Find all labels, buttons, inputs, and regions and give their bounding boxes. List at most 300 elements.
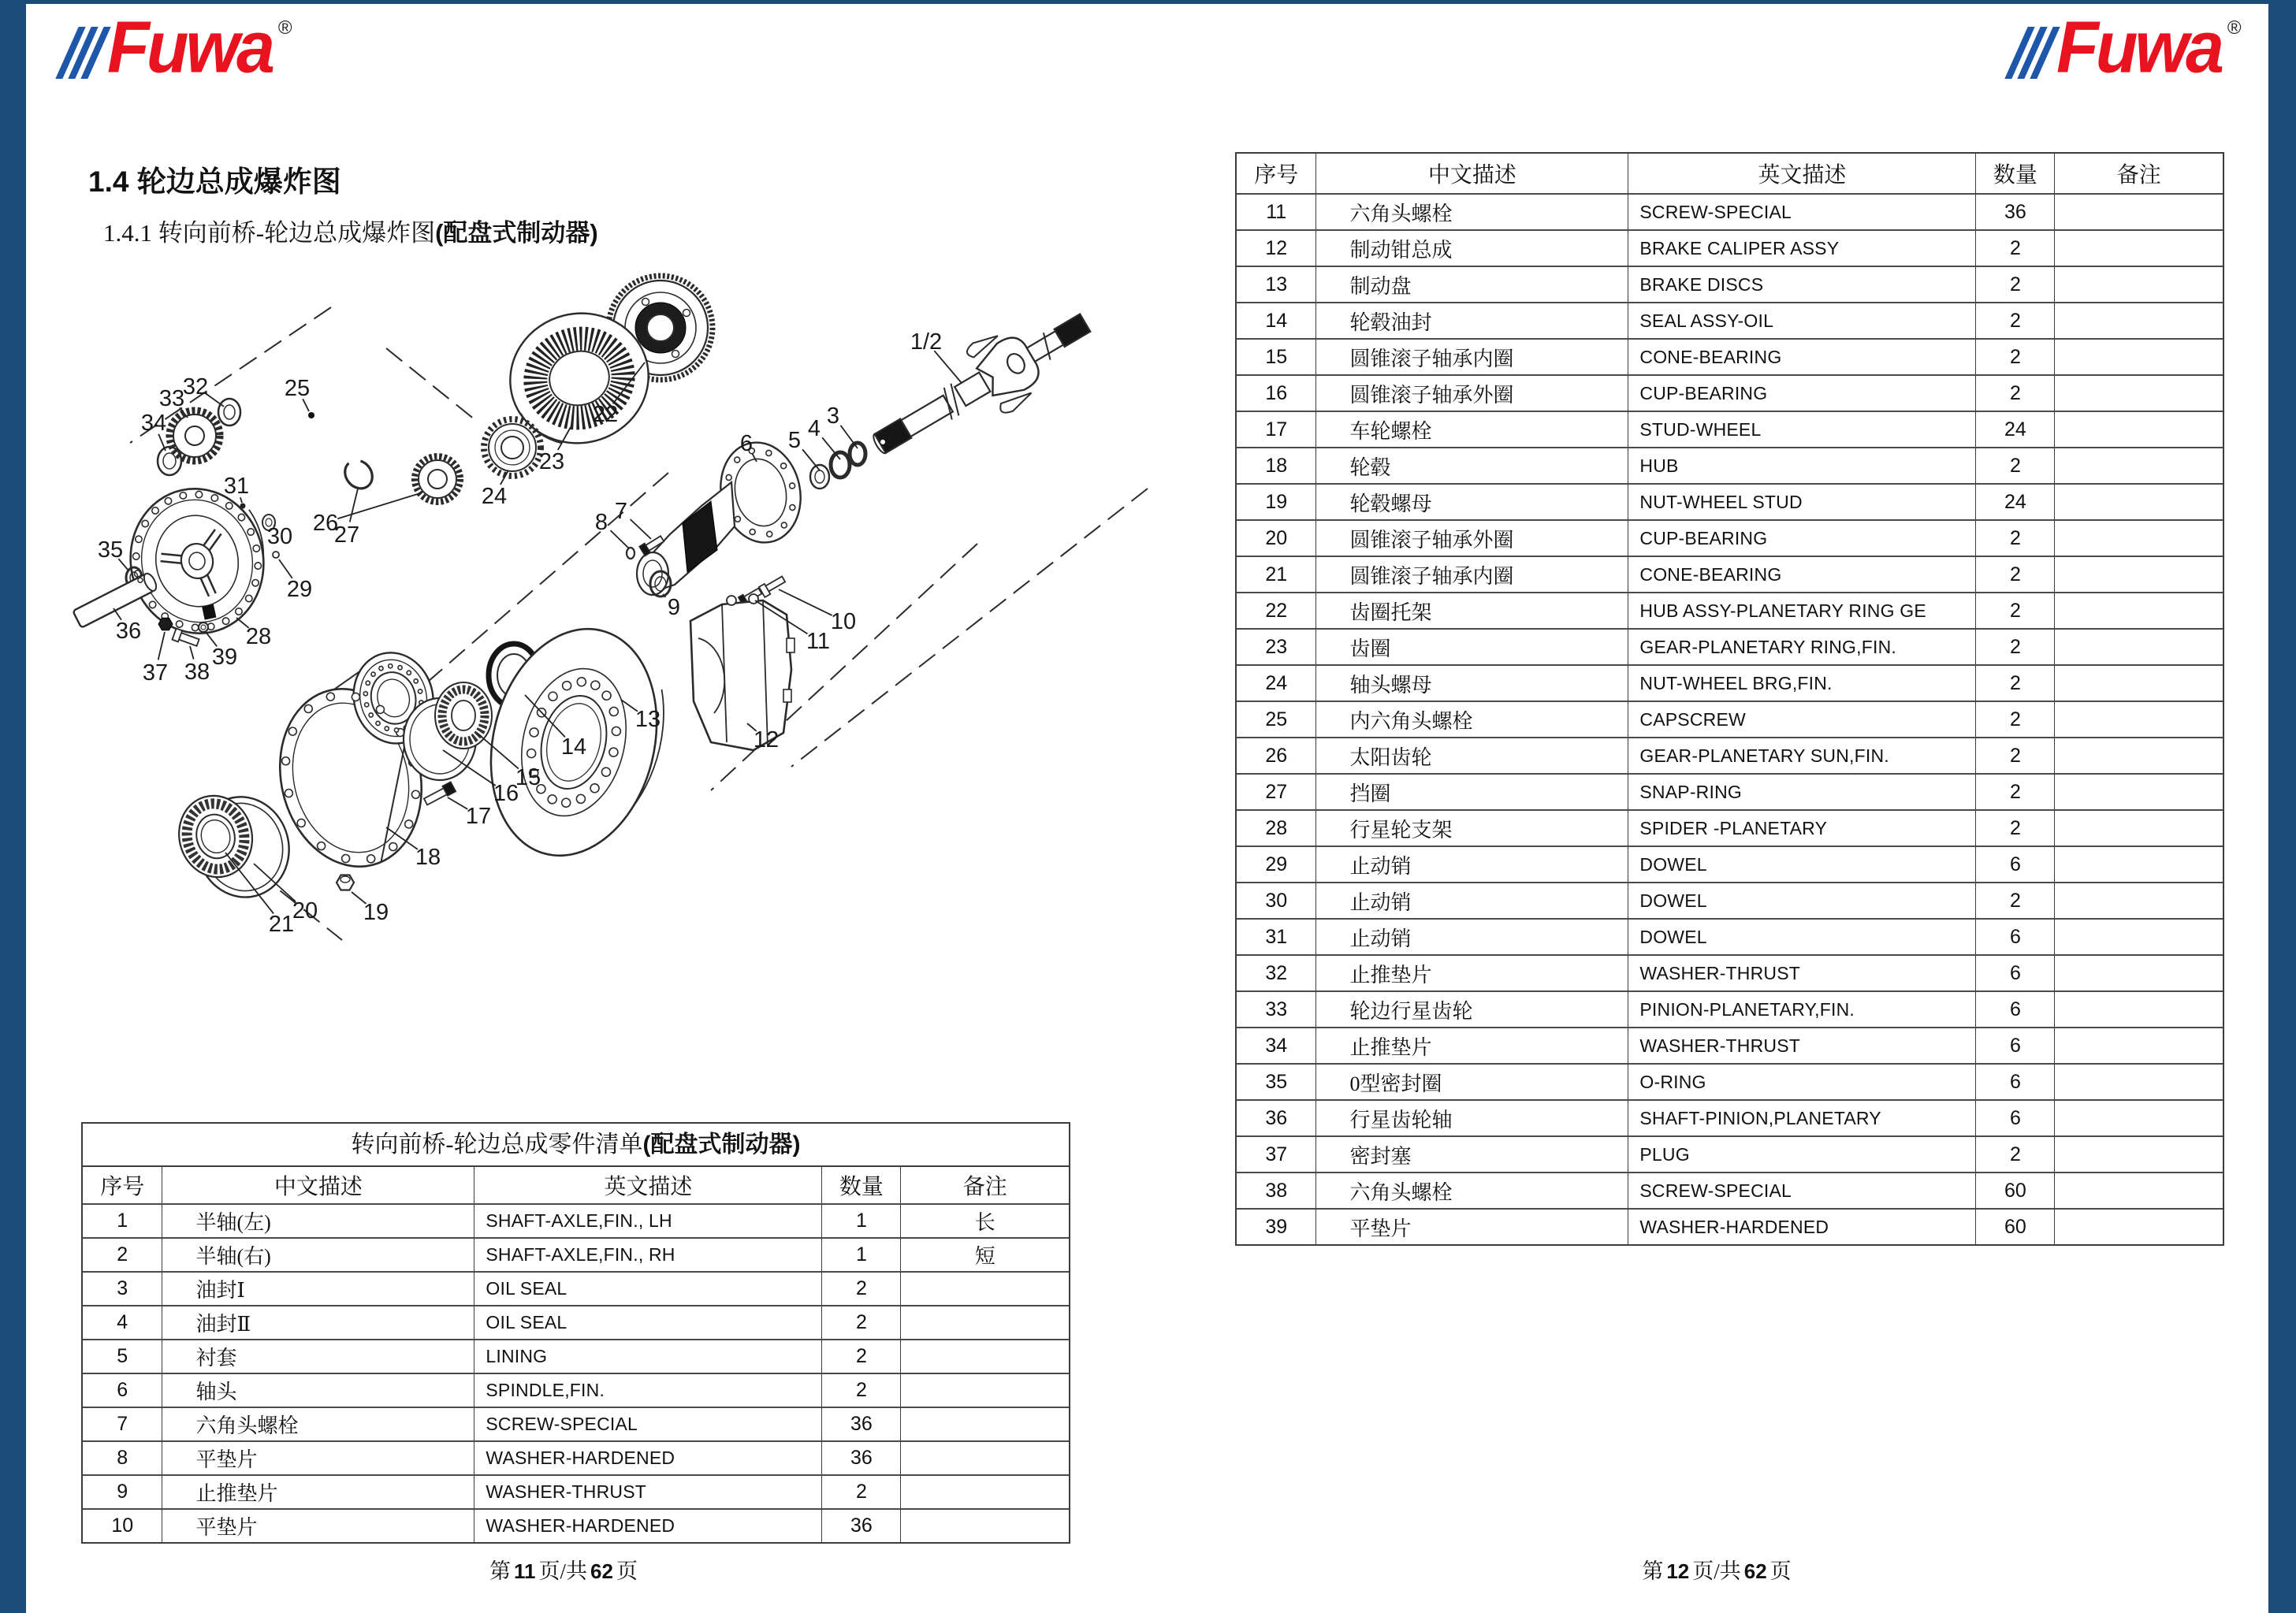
- cell-note: [2055, 448, 2223, 484]
- cell-note: [901, 1441, 1069, 1475]
- part-number-label: 10: [830, 609, 857, 634]
- cell-qty: 6: [1976, 955, 2055, 991]
- cell-note: [2055, 665, 2223, 701]
- cell-en-desc: OIL SEAL: [474, 1272, 822, 1306]
- cell-cn-desc: 行星轮支架: [1316, 810, 1628, 846]
- cell-seq: 25: [1237, 701, 1316, 738]
- cell-seq: 11: [1237, 194, 1316, 230]
- logo-wordmark: Fuwa: [107, 6, 272, 88]
- bolt-hole: [247, 528, 255, 536]
- cell-seq: 1: [83, 1204, 162, 1238]
- part-number-label: 21: [268, 912, 295, 937]
- bolt-hole: [418, 689, 422, 693]
- cell-en-desc: WASHER-HARDENED: [1628, 1209, 1976, 1244]
- part-number-label: 24: [481, 484, 508, 509]
- part-number-label: 35: [97, 537, 124, 563]
- cell-seq: 23: [1237, 629, 1316, 665]
- table-row: [1237, 846, 2223, 883]
- cell-cn-desc: 止推垫片: [162, 1475, 474, 1509]
- cell-cn-desc: 行星齿轮轴: [1316, 1100, 1628, 1136]
- cell-qty: 2: [822, 1373, 901, 1407]
- cell-note: [2055, 230, 2223, 266]
- table-row: [1237, 1028, 2223, 1064]
- table-row: [1237, 1064, 2223, 1100]
- part-number-label: 16: [493, 781, 519, 806]
- part-number-label: 34: [140, 411, 167, 436]
- cell-note: [2055, 701, 2223, 738]
- part-number-label: 32: [182, 374, 209, 400]
- cell-qty: 2: [1976, 230, 2055, 266]
- cell-note: [901, 1373, 1069, 1407]
- table-row: [1237, 194, 2223, 230]
- cell-qty: 2: [1976, 520, 2055, 556]
- bolt-hole: [726, 474, 732, 481]
- cell-note: [2055, 738, 2223, 774]
- sun-gear-group: [340, 419, 541, 502]
- right-border-bar: [2268, 0, 2296, 1613]
- cell-qty: 24: [1976, 411, 2055, 448]
- table-row: [1237, 230, 2223, 266]
- bolt-hole: [254, 562, 262, 570]
- cell-note: [2055, 774, 2223, 810]
- cell-cn-desc: 半轴(左): [162, 1204, 474, 1238]
- part-number-label: 7: [614, 499, 628, 524]
- cell-qty: 2: [1976, 629, 2055, 665]
- cell-seq: 16: [1237, 375, 1316, 411]
- cell-note: 短: [901, 1238, 1069, 1272]
- cell-note: [2055, 883, 2223, 919]
- cell-qty: 2: [822, 1475, 901, 1509]
- exploded-view-diagram: [47, 229, 1151, 1009]
- footer-text: 第: [1642, 1559, 1664, 1583]
- cell-seq: 39: [1237, 1209, 1316, 1244]
- cell-qty: 2: [1976, 266, 2055, 303]
- cell-cn-desc: 齿圈: [1316, 629, 1628, 665]
- parts-table-title-text: 转向前桥-轮边总成零件清单: [351, 1132, 643, 1158]
- bolt-hole: [407, 671, 411, 675]
- part-number-label: 23: [538, 449, 565, 474]
- bolt-hole: [132, 552, 140, 560]
- cell-cn-desc: 0型密封圈: [1316, 1064, 1628, 1100]
- part-number-label: 39: [211, 645, 238, 670]
- cell-note: [2055, 303, 2223, 339]
- table-row: [1237, 701, 2223, 738]
- cell-cn-desc: 止推垫片: [1316, 955, 1628, 991]
- cell-cn-desc: 轴头: [162, 1373, 474, 1407]
- cell-qty: 2: [822, 1306, 901, 1340]
- cell-qty: 6: [1976, 1100, 2055, 1136]
- column-header: 数量: [822, 1167, 901, 1204]
- part-number-label: 5: [787, 428, 802, 453]
- top-border-strip: [0, 0, 2296, 4]
- cell-seq: 24: [1237, 665, 1316, 701]
- table-row: [1237, 484, 2223, 520]
- bolt-hole: [366, 681, 370, 686]
- registered-mark-icon: ®: [277, 17, 292, 39]
- cell-note: [2055, 194, 2223, 230]
- cell-en-desc: OIL SEAL: [474, 1306, 822, 1340]
- bolt-hole: [370, 672, 375, 677]
- cell-seq: 14: [1237, 303, 1316, 339]
- bolt-hole: [388, 663, 393, 668]
- cell-seq: 31: [1237, 919, 1316, 955]
- cell-cn-desc: 六角头螺栓: [1316, 194, 1628, 230]
- part-number-label: 33: [158, 386, 185, 411]
- cell-en-desc: GEAR-PLANETARY RING,FIN.: [1628, 629, 1976, 665]
- part-number-label: 1/2: [910, 329, 943, 355]
- cell-cn-desc: 轮毂油封: [1316, 303, 1628, 339]
- cell-cn-desc: 止动销: [1316, 919, 1628, 955]
- bolt-hole: [414, 678, 419, 683]
- cell-seq: 22: [1237, 593, 1316, 629]
- column-header: 中文描述: [1316, 154, 1628, 194]
- cell-qty: 24: [1976, 484, 2055, 520]
- cell-note: [901, 1407, 1069, 1441]
- cell-qty: 2: [1976, 738, 2055, 774]
- cell-qty: 2: [1976, 883, 2055, 919]
- cell-qty: 2: [1976, 593, 2055, 629]
- section-title: 1.4 轮边总成爆炸图: [88, 165, 341, 198]
- table-row: [1237, 919, 2223, 955]
- cell-note: [901, 1272, 1069, 1306]
- part-number-label: 11: [806, 629, 831, 654]
- table-row: [1237, 991, 2223, 1028]
- bolt-hole: [735, 516, 741, 522]
- bolt-hole: [765, 450, 772, 456]
- cell-qty: 36: [822, 1509, 901, 1542]
- table-row: [1237, 448, 2223, 484]
- cell-cn-desc: 止动销: [1316, 883, 1628, 919]
- cell-qty: 1: [822, 1238, 901, 1272]
- leader-line: [158, 434, 166, 451]
- cell-en-desc: WASHER-THRUST: [1628, 955, 1976, 991]
- cell-seq: 26: [1237, 738, 1316, 774]
- cell-qty: 1: [822, 1204, 901, 1238]
- table-row: [83, 1441, 1069, 1475]
- part-number-label: 25: [284, 376, 311, 401]
- cell-seq: 28: [1237, 810, 1316, 846]
- bolt-hole: [789, 482, 795, 489]
- table-row: [1237, 1209, 2223, 1244]
- cell-en-desc: SCREW-SPECIAL: [1628, 1173, 1976, 1209]
- bolt-hole: [789, 504, 795, 511]
- cell-note: [2055, 593, 2223, 629]
- part-number-label: 28: [245, 624, 272, 649]
- cell-cn-desc: 制动钳总成: [1316, 230, 1628, 266]
- column-header: 数量: [1976, 154, 2055, 194]
- parts-table-left: [81, 1122, 1070, 1544]
- cell-note: [2055, 266, 2223, 303]
- cell-cn-desc: 六角头螺栓: [1316, 1173, 1628, 1209]
- cell-en-desc: GEAR-PLANETARY SUN,FIN.: [1628, 738, 1976, 774]
- cell-cn-desc: 平垫片: [162, 1509, 474, 1542]
- cell-seq: 3: [83, 1272, 162, 1306]
- cell-en-desc: NUT-WHEEL STUD: [1628, 484, 1976, 520]
- cell-cn-desc: 密封塞: [1316, 1136, 1628, 1173]
- parts-table-title: [83, 1124, 1069, 1167]
- part-number-label: 22: [592, 402, 619, 427]
- part-number-label: 17: [465, 804, 492, 829]
- cell-note: [2055, 846, 2223, 883]
- column-header: 英文描述: [474, 1167, 822, 1204]
- bolt-hole: [375, 721, 380, 726]
- cell-qty: 2: [822, 1340, 901, 1373]
- cell-note: [2055, 411, 2223, 448]
- cell-seq: 12: [1237, 230, 1316, 266]
- cell-qty: 2: [1976, 339, 2055, 375]
- table-row: [83, 1340, 1069, 1373]
- cell-en-desc: SCREW-SPECIAL: [1628, 194, 1976, 230]
- parts-table-title-bold: (配盘式制动器): [642, 1132, 801, 1158]
- cell-qty: 36: [822, 1407, 901, 1441]
- leader-line: [190, 646, 194, 660]
- cell-note: [2055, 375, 2223, 411]
- cell-en-desc: CONE-BEARING: [1628, 556, 1976, 593]
- cell-note: [2055, 484, 2223, 520]
- bolt-hole: [368, 712, 373, 717]
- cell-cn-desc: 齿圈托架: [1316, 593, 1628, 629]
- leader-line: [448, 797, 467, 809]
- cell-cn-desc: 圆锥滚子轴承内圈: [1316, 339, 1628, 375]
- cell-note: [901, 1306, 1069, 1340]
- cell-cn-desc: 制动盘: [1316, 266, 1628, 303]
- cell-qty: 2: [1976, 701, 2055, 738]
- cell-en-desc: SNAP-RING: [1628, 774, 1976, 810]
- bolt-hole: [235, 608, 243, 615]
- cell-qty: 2: [1976, 774, 2055, 810]
- part-number-label: 38: [184, 660, 210, 685]
- part-number-label: 4: [807, 416, 821, 441]
- bolt-hole: [363, 691, 368, 696]
- cell-seq: 27: [1237, 774, 1316, 810]
- cell-qty: 2: [1976, 375, 2055, 411]
- cell-en-desc: SHAFT-AXLE,FIN., LH: [474, 1204, 822, 1238]
- cell-qty: 2: [1976, 810, 2055, 846]
- cell-en-desc: CAPSCREW: [1628, 701, 1976, 738]
- cell-seq: 8: [83, 1441, 162, 1475]
- cell-en-desc: PLUG: [1628, 1136, 1976, 1173]
- part-number-label: 27: [333, 522, 360, 548]
- bolt-hole: [750, 529, 756, 535]
- part-number-label: 26: [312, 511, 339, 536]
- page-footer-left: [311, 1554, 816, 1585]
- cell-cn-desc: 止推垫片: [1316, 1028, 1628, 1064]
- cell-cn-desc: 油封Ⅱ: [162, 1306, 474, 1340]
- bolt-hole: [135, 535, 143, 543]
- cell-note: [2055, 1209, 2223, 1244]
- table-row: [1237, 593, 2223, 629]
- bolt-hole: [245, 594, 253, 602]
- cell-en-desc: STUD-WHEEL: [1628, 411, 1976, 448]
- cell-en-desc: O-RING: [1628, 1064, 1976, 1100]
- cell-en-desc: BRAKE DISCS: [1628, 266, 1976, 303]
- leader-line: [610, 530, 629, 548]
- cell-cn-desc: 挡圈: [1316, 774, 1628, 810]
- table-row: [1237, 774, 2223, 810]
- cell-seq: 20: [1237, 520, 1316, 556]
- bolt-hole: [385, 726, 389, 730]
- cell-qty: 6: [1976, 1028, 2055, 1064]
- bolt-hole: [149, 600, 157, 608]
- cell-note: [2055, 629, 2223, 665]
- cell-en-desc: WASHER-HARDENED: [474, 1441, 822, 1475]
- cell-en-desc: PINION-PLANETARY,FIN.: [1628, 991, 1976, 1028]
- cell-note: [2055, 810, 2223, 846]
- bolt-hole: [222, 617, 230, 625]
- cell-seq: 10: [83, 1509, 162, 1542]
- bolt-hole: [176, 620, 184, 628]
- fuwa-logo-left: [67, 6, 292, 88]
- subsection-title-bold: (配盘式制动器): [435, 219, 598, 247]
- part-number-label: 37: [142, 660, 169, 686]
- logo-wordmark: Fuwa: [2056, 6, 2221, 88]
- axle-shaft-part: [857, 289, 1105, 480]
- bolt-hole: [164, 497, 172, 505]
- part-number-label: 15: [515, 765, 541, 790]
- column-header: 备注: [901, 1167, 1069, 1204]
- table-row: [1237, 883, 2223, 919]
- cell-seq: 6: [83, 1373, 162, 1407]
- cell-note: [2055, 991, 2223, 1028]
- cell-seq: 13: [1237, 266, 1316, 303]
- parts-table-right: [1235, 152, 2224, 1246]
- cell-en-desc: SPINDLE,FIN.: [474, 1373, 822, 1407]
- cell-en-desc: WASHER-THRUST: [474, 1475, 822, 1509]
- cell-note: [2055, 1173, 2223, 1209]
- table-row: [1237, 1100, 2223, 1136]
- cell-en-desc: DOWEL: [1628, 919, 1976, 955]
- footer-text: 第: [489, 1559, 512, 1583]
- cell-cn-desc: 内六角头螺栓: [1316, 701, 1628, 738]
- cell-seq: 35: [1237, 1064, 1316, 1100]
- cell-qty: 2: [1976, 665, 2055, 701]
- cell-seq: 5: [83, 1340, 162, 1373]
- bolt-hole: [397, 665, 402, 670]
- cell-note: [2055, 556, 2223, 593]
- planetary-spider-part: [117, 476, 279, 645]
- cell-en-desc: SEAL ASSY-OIL: [1628, 303, 1976, 339]
- part-number-label: 20: [292, 898, 318, 924]
- cell-note: [2055, 1100, 2223, 1136]
- leader-line: [802, 449, 820, 470]
- leader-line: [350, 489, 358, 522]
- cell-cn-desc: 圆锥滚子轴承外圈: [1316, 520, 1628, 556]
- cell-qty: 36: [1976, 194, 2055, 230]
- cell-note: [2055, 339, 2223, 375]
- cell-en-desc: WASHER-THRUST: [1628, 1028, 1976, 1064]
- bolt-hole: [225, 502, 233, 510]
- cell-cn-desc: 衬套: [162, 1340, 474, 1373]
- leader-line: [158, 632, 165, 660]
- cell-qty: 60: [1976, 1209, 2055, 1244]
- cell-en-desc: WASHER-HARDENED: [474, 1509, 822, 1542]
- part-number-label: 14: [560, 734, 587, 760]
- table-row: [1237, 266, 2223, 303]
- leader-line: [206, 393, 224, 407]
- bolt-hole: [766, 531, 772, 537]
- cell-note: [901, 1340, 1069, 1373]
- cell-qty: 2: [1976, 448, 2055, 484]
- cell-cn-desc: 六角头螺栓: [162, 1407, 474, 1441]
- bolt-hole: [364, 702, 369, 707]
- footer-page-number: 11: [514, 1559, 536, 1583]
- cell-en-desc: BRAKE CALIPER ASSY: [1628, 230, 1976, 266]
- cell-en-desc: HUB: [1628, 448, 1976, 484]
- cell-qty: 2: [822, 1272, 901, 1306]
- bolt-hole: [141, 520, 149, 528]
- leader-line: [779, 589, 832, 615]
- footer-text: 页/共: [538, 1559, 588, 1583]
- cell-qty: 6: [1976, 919, 2055, 955]
- leader-line: [631, 519, 651, 539]
- bolt-hole: [252, 544, 260, 552]
- table-row: [1237, 629, 2223, 665]
- table-row: [83, 1238, 1069, 1272]
- brake-caliper-part: [690, 594, 794, 750]
- cell-en-desc: NUT-WHEEL BRG,FIN.: [1628, 665, 1976, 701]
- cell-cn-desc: 圆锥滚子轴承内圈: [1316, 556, 1628, 593]
- part-number-label: 19: [363, 900, 389, 925]
- footer-total-pages: 62: [590, 1559, 613, 1583]
- footer-total-pages: 62: [1743, 1559, 1767, 1583]
- table-row: [83, 1204, 1069, 1238]
- table-row: [1237, 810, 2223, 846]
- cell-qty: 6: [1976, 846, 2055, 883]
- table-row: [1237, 556, 2223, 593]
- table-row: [1237, 1173, 2223, 1209]
- table-row: [1237, 738, 2223, 774]
- cell-cn-desc: 轮毂螺母: [1316, 484, 1628, 520]
- table-row: [1237, 1136, 2223, 1173]
- table-row: [1237, 303, 2223, 339]
- cell-seq: 17: [1237, 411, 1316, 448]
- leader-line: [337, 493, 420, 518]
- oil-seal-washers-group: [810, 443, 865, 489]
- table-row: [83, 1509, 1069, 1542]
- cell-cn-desc: 轴头螺母: [1316, 665, 1628, 701]
- subsection-title-text: 1.4.1 转向前桥-轮边总成爆炸图: [103, 219, 436, 247]
- logo-stripes-icon: [55, 27, 110, 79]
- part-number-label: 36: [115, 619, 142, 644]
- cell-seq: 21: [1237, 556, 1316, 593]
- footer-text: 页: [616, 1559, 638, 1583]
- cell-cn-desc: 止动销: [1316, 846, 1628, 883]
- cell-qty: 2: [1976, 303, 2055, 339]
- cell-qty: 2: [1976, 1136, 2055, 1173]
- table-row: [1237, 411, 2223, 448]
- cell-note: [2055, 520, 2223, 556]
- leader-line: [841, 426, 858, 448]
- part-number-label: 30: [266, 524, 293, 549]
- cell-seq: 33: [1237, 991, 1316, 1028]
- cell-seq: 32: [1237, 955, 1316, 991]
- cell-cn-desc: 圆锥滚子轴承外圈: [1316, 375, 1628, 411]
- wheel-nut-part: [337, 875, 354, 890]
- cell-cn-desc: 轮边行星齿轮: [1316, 991, 1628, 1028]
- registered-mark-icon: ®: [2227, 17, 2242, 39]
- leader-line: [279, 559, 292, 578]
- leader-line: [934, 351, 962, 383]
- bolt-hole: [394, 727, 399, 732]
- footer-page-number: 12: [1666, 1559, 1690, 1583]
- cell-seq: 37: [1237, 1136, 1316, 1173]
- part-number-label: 12: [753, 727, 780, 753]
- column-header: 序号: [1237, 154, 1316, 194]
- left-border-bar: [0, 0, 26, 1613]
- part-number-label: 31: [223, 474, 250, 499]
- cell-en-desc: SHAFT-PINION,PLANETARY: [1628, 1100, 1976, 1136]
- part-number-label: 8: [594, 510, 608, 535]
